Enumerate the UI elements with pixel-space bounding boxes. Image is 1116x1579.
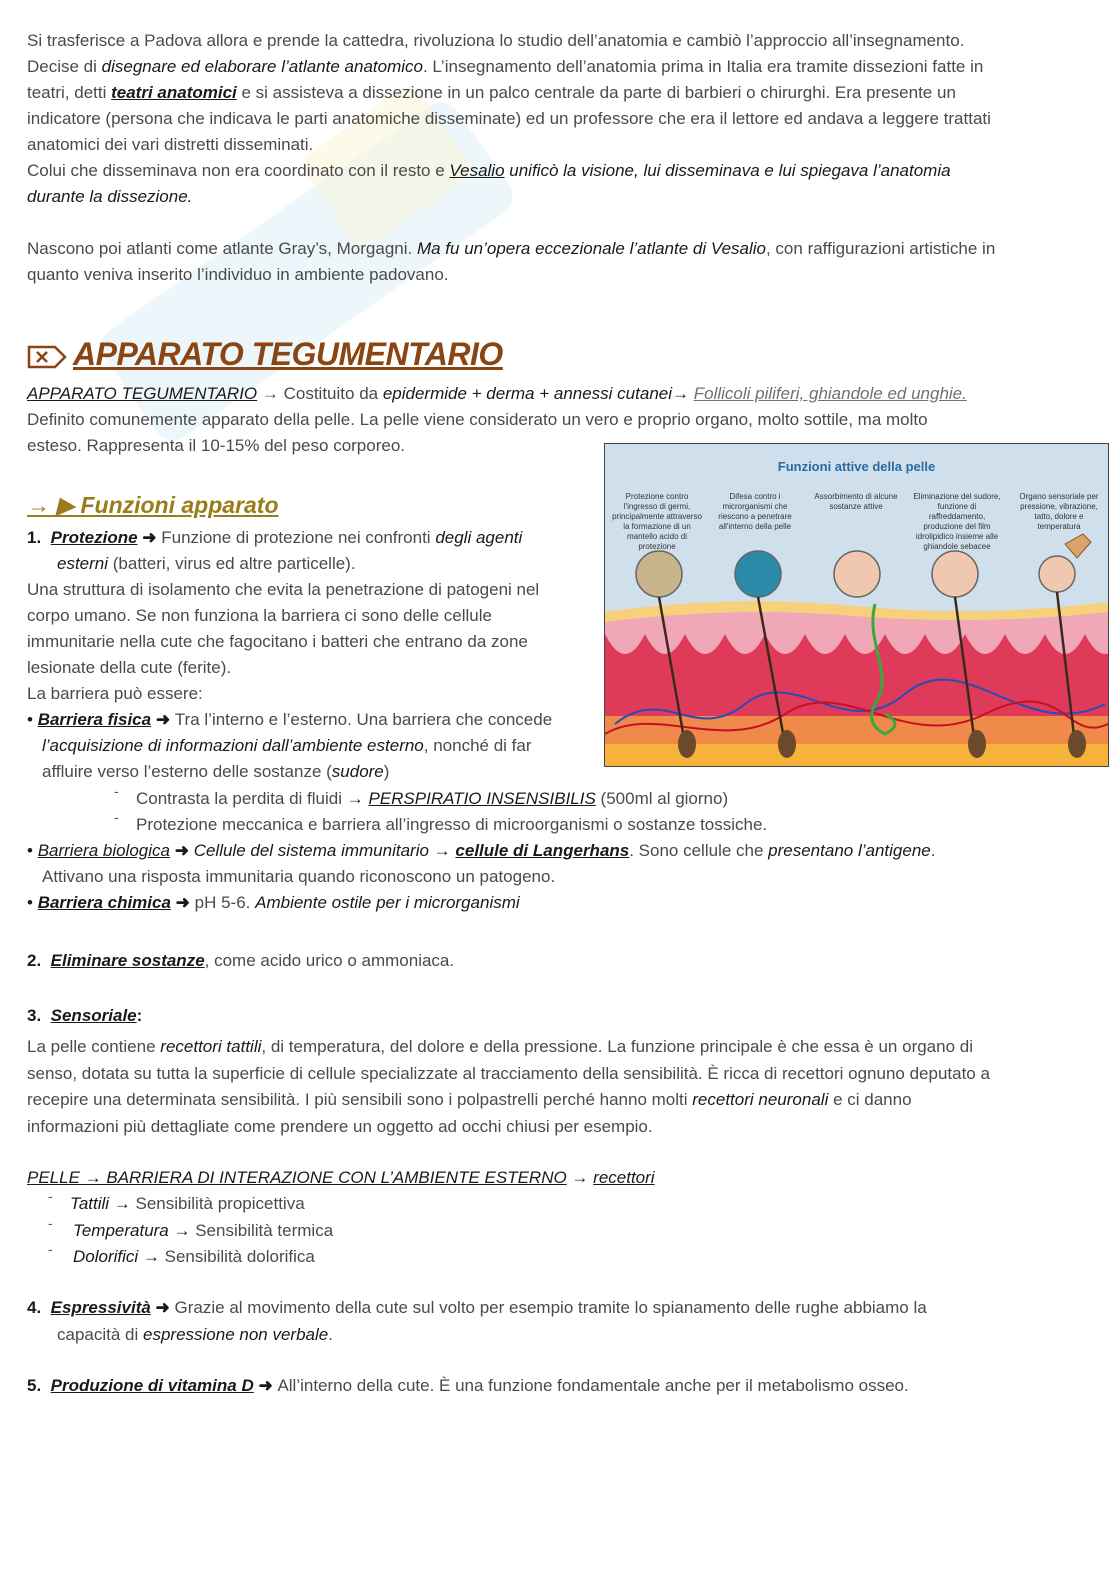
checkbox-icon <box>27 344 67 370</box>
intro-line-7: durante la dissezione. <box>27 187 193 206</box>
dash-bullet: - <box>114 783 119 799</box>
intro-line-4: indicatore (persona che indicava le parti anatomiche disseminate) ed un professore che era il lettore ed andava a leggere trattati <box>27 109 991 128</box>
receptor-temperature: Temperatura → Sensibilità termica <box>73 1221 334 1240</box>
function-3-line-2: senso, dotata su tutta la superficie di cellule specializzate al tracciamento della sensibilità. È ricca di recettori ognuno deputato a <box>27 1064 990 1083</box>
physical-sub-2: Protezione meccanica e barriera all’ingresso di microorganismi o sostanze tossiche. <box>136 815 768 834</box>
function-1-line-2: esterni (batteri, virus ed altre particelle). <box>57 554 356 573</box>
barrier-physical-line-3: affluire verso l’esterno delle sostanze (sudore) <box>42 762 390 781</box>
function-3-line-3: recepire una determinata sensibilità. I più sensibili sono i polpastrelli perché hanno molti recettori neuronali e ci danno <box>27 1090 912 1109</box>
subsection-heading: → ▶ Funzioni apparato <box>27 492 279 518</box>
function-3-line-1: La pelle contiene recettori tattili, di temperatura, del dolore e della pressione. La funzione principale è che essa è un organo di <box>27 1037 974 1056</box>
function-1-line-4: corpo umano. Se non funziona la barriera ci sono delle cellule <box>27 606 492 625</box>
section-heading: APPARATO TEGUMENTARIO <box>27 336 503 373</box>
figure-title: Funzioni attive della pelle <box>777 459 936 474</box>
intro-line-3: teatri, detti teatri anatomici e si assisteva a dissezione in un palco centrale da parte di barbieri o chirurghi. Era presente un <box>27 83 956 102</box>
barrier-biological: • Barriera biologica ➜ Cellule del sistema immunitario → cellule di Langerhans. Sono cellule che presentano l’antigene. <box>27 841 936 860</box>
dash-bullet: - <box>48 1215 53 1231</box>
skin-functions-figure <box>604 443 1109 767</box>
function-1-line-6: lesionate della cute (ferite). <box>27 658 232 677</box>
intro-line-8: Nascono poi atlanti come atlante Gray’s, Morgagni. Ma fu un’opera eccezionale l’atlante di Vesalio, con raffigurazioni artistiche in <box>27 239 996 258</box>
barrier-chemical: • Barriera chimica ➜ pH 5-6. Ambiente ostile per i microrganismi <box>27 893 520 912</box>
barrier-biological-line-2: Attivano una risposta immunitaria quando riconoscono un patogeno. <box>42 867 556 886</box>
dash-bullet: - <box>48 1188 53 1204</box>
function-4: 4. Espressività ➜ Grazie al movimento della cute sul volto per esempio tramite lo spianamento delle rughe abbiamo la <box>27 1298 927 1317</box>
intro-line-9: quanto veniva inserito l’individuo in ambiente padovano. <box>27 265 449 284</box>
dash-bullet: - <box>114 809 119 825</box>
function-3-line-4: informazioni più dettagliate come prendere un oggetto ad occhi chiusi per esempio. <box>27 1117 653 1136</box>
function-3-header: 3. Sensoriale: <box>27 1006 143 1025</box>
figure-caption-1: Protezione contro l'ingresso di germi, principalmente attraverso la formazione di un mantello acido di protezione <box>612 492 702 551</box>
intro-line-6: Colui che disseminava non era coordinato con il resto e Vesalio unificò la visione, lui disseminava e lui spiegava l’anatomia <box>27 161 951 180</box>
function-5: 5. Produzione di vitamina D ➜ All’interno della cute. È una funzione fondamentale anche per il metabolismo osseo. <box>27 1376 909 1395</box>
receptor-pain: Dolorifici → Sensibilità dolorifica <box>73 1247 315 1266</box>
function-1-line-5: immunitarie nella cute che fagocitano i batteri che entrano da zone <box>27 632 528 651</box>
definition-line-1: APPARATO TEGUMENTARIO → Costituito da epidermide + derma + annessi cutanei→ Follicoli piliferi, ghiandole ed unghie. <box>27 384 967 403</box>
function-2: 2. Eliminare sostanze, come acido urico o ammoniaca. <box>27 951 455 970</box>
barrier-physical: • Barriera fisica ➜ Tra l’interno e l’esterno. Una barriera che concede <box>27 710 553 729</box>
skin-illustration <box>605 444 1108 766</box>
intro-line-2: Decise di disegnare ed elaborare l’atlante anatomico. L’insegnamento dell’anatomia prima in Italia era tramite dissezioni fatte in <box>27 57 984 76</box>
figure-caption-2: Difesa contro i microrganismi che riescono a penetrare all'interno della pelle <box>718 492 792 531</box>
physical-sub-1: Contrasta la perdita di fluidi → PERSPIRATIO INSENSIBILIS (500ml al giorno) <box>136 789 729 808</box>
definition-line-3: esteso. Rappresenta il 10-15% del peso corporeo. <box>27 436 406 455</box>
definition-line-2: Definito comunemente apparato della pelle. La pelle viene considerato un vero e proprio organo, molto sottile, ma molto <box>27 410 928 429</box>
receptor-tactile: Tattili → Sensibilità propicettiva <box>70 1194 305 1213</box>
intro-line-5: anatomici dei vari distretti disseminati. <box>27 135 314 154</box>
skin-receptors-heading: PELLE → BARRIERA DI INTERAZIONE CON L’AMBIENTE ESTERNO → recettori <box>27 1168 655 1187</box>
function-1-header: 1. Protezione ➜ Funzione di protezione nei confronti degli agenti <box>27 528 523 547</box>
function-1-line-3: Una struttura di isolamento che evita la penetrazione di patogeni nel <box>27 580 540 599</box>
function-1-line-7: La barriera può essere: <box>27 684 203 703</box>
dash-bullet: - <box>48 1241 53 1257</box>
barrier-physical-line-2: l’acquisizione di informazioni dall’ambiente esterno, nonché di far <box>42 736 532 755</box>
figure-caption-3: Assorbimento di alcune sostanze attive <box>814 492 898 511</box>
figure-caption-4: Eliminazione del sudore, funzione di raffreddamento, produzione del film idrolipidico insieme alle ghiandole sebacee <box>913 492 1001 551</box>
figure-caption-5: Organo sensoriale per pressione, vibrazione, tatto, dolore e temperatura <box>1019 492 1099 531</box>
function-4-line-2: capacità di espressione non verbale. <box>57 1325 333 1344</box>
intro-line-1: Si trasferisce a Padova allora e prende la cattedra, rivoluziona lo studio dell’anatomia e cambiò l’approccio all’insegnamento. <box>27 31 965 50</box>
